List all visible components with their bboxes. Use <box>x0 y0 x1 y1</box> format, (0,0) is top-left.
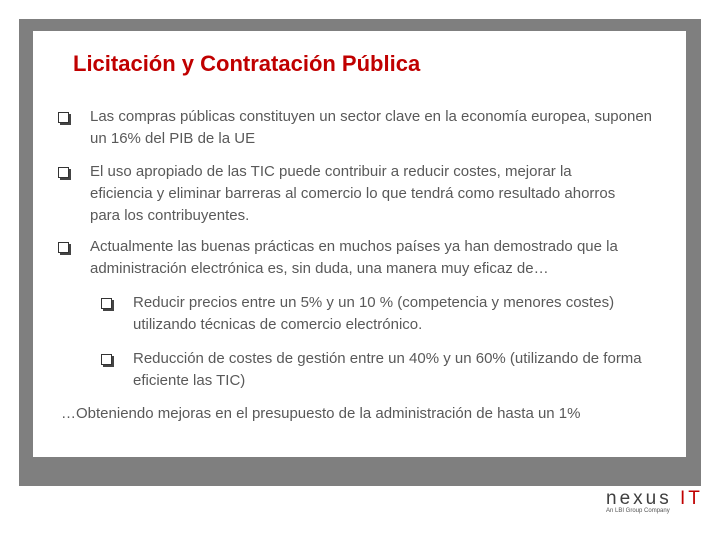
logo-wordmark <box>606 488 706 510</box>
logo-word: nexus <box>606 488 672 509</box>
bullet-text: Reducción de costes de gestión entre un 40% y un 60% (utilizando de forma eficiente las TIC) <box>133 350 642 389</box>
bullet-item <box>58 236 658 280</box>
logo-tagline: An LBI Group Company <box>606 508 670 514</box>
slide-title: Licitación y Contratación Pública <box>73 51 421 76</box>
checkbox-bullet-icon <box>101 298 112 309</box>
slide-content <box>33 31 686 457</box>
bullet-text: Actualmente las buenas prácticas en muchos países ya han demostrado que la administración electrónica es, sin duda, una manera muy eficaz de… <box>90 238 618 277</box>
bullet-text: Reducir precios entre un 5% y un 10 % (competencia y menores costes) utilizando técnicas de comercio electrónico. <box>133 294 615 333</box>
sub-bullet-item <box>101 348 661 392</box>
bullet-item <box>58 161 618 227</box>
bullet-item <box>58 106 668 150</box>
bullet-text: El uso apropiado de las TIC puede contribuir a reducir costes, mejorar la eficiencia y eliminar barreras al comercio lo que tendrá como resultado ahorros para los contribuyentes. <box>90 163 616 224</box>
bullet-text: Las compras públicas constituyen un sector clave en la economía europea, suponen un 16% del PIB de la UE <box>90 108 653 147</box>
checkbox-bullet-icon <box>101 354 112 365</box>
logo-suffix: IT <box>679 488 703 509</box>
nexus-it-logo <box>606 488 706 528</box>
checkbox-bullet-icon <box>58 167 69 178</box>
sub-bullet-item <box>101 292 641 336</box>
closing-statement: …Obteniendo mejoras en el presupuesto de la administración de hasta un 1% <box>61 405 581 422</box>
checkbox-bullet-icon <box>58 112 69 123</box>
checkbox-bullet-icon <box>58 242 69 253</box>
